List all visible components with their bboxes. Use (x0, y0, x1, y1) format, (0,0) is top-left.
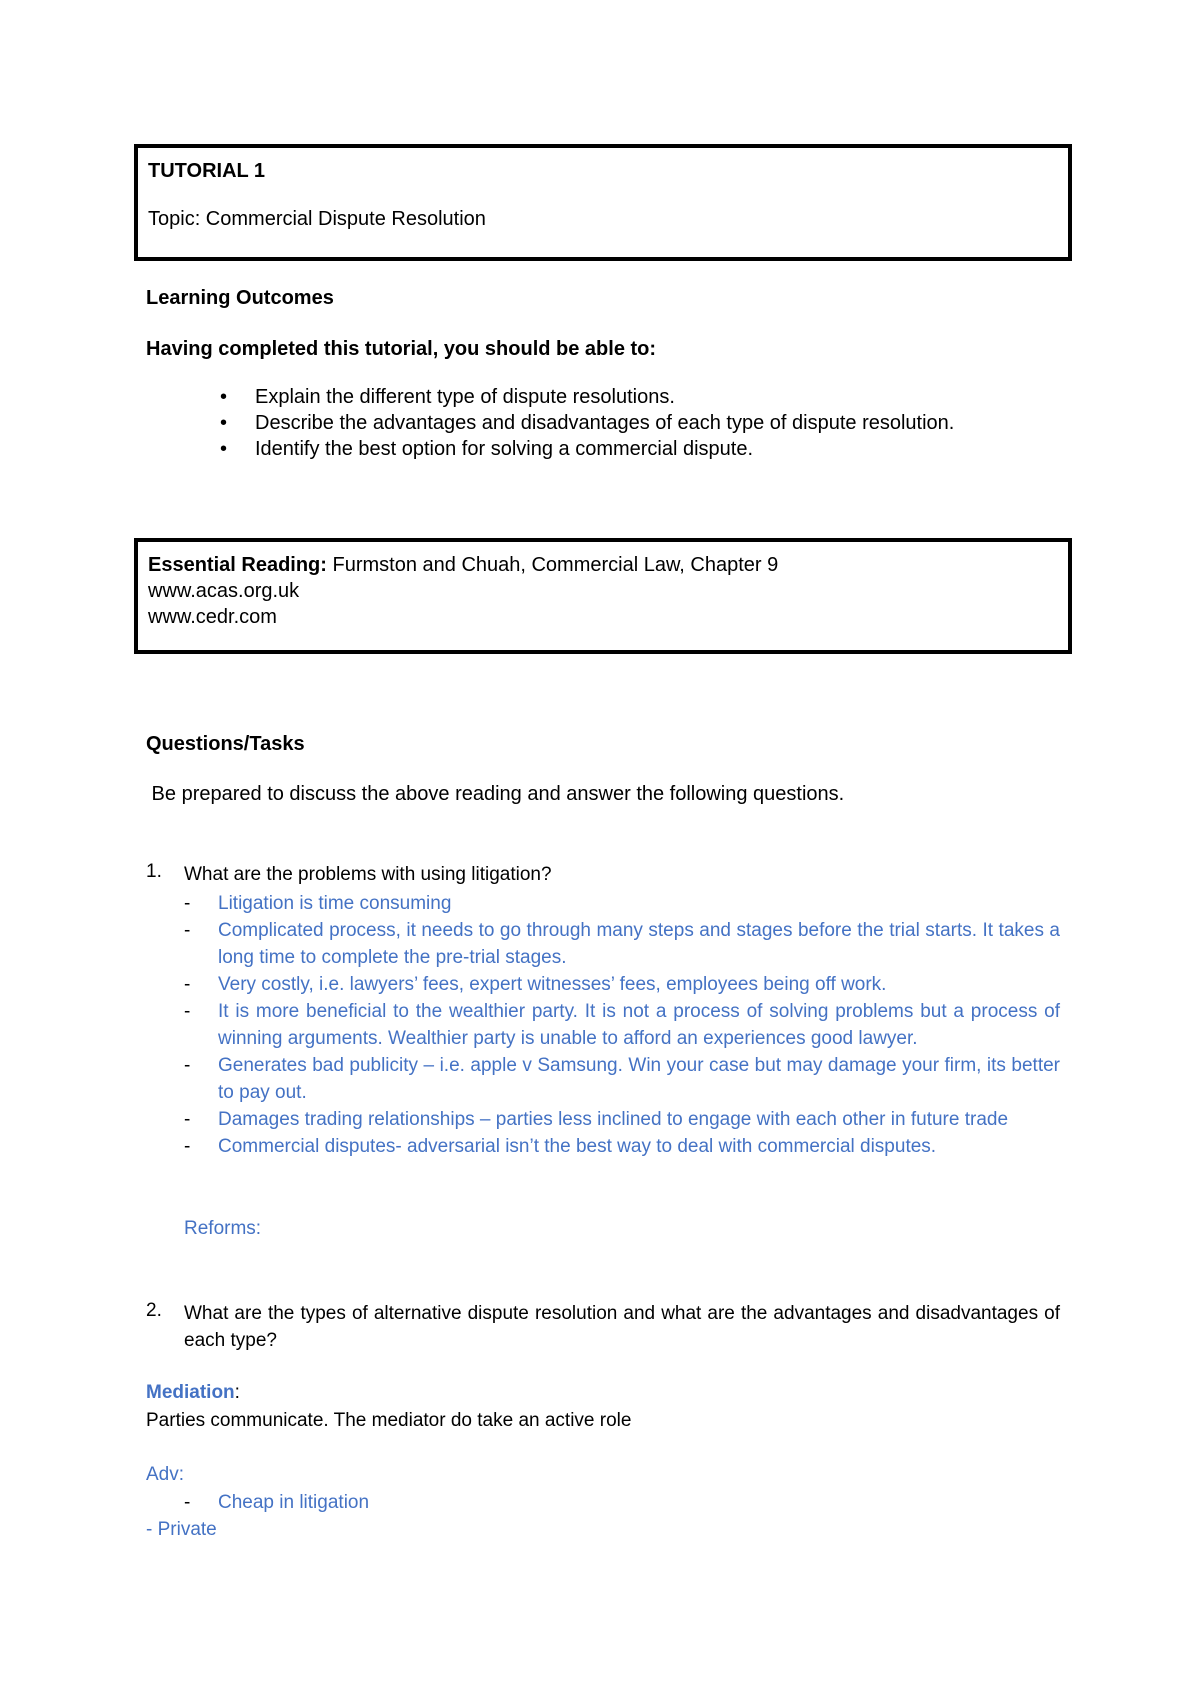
list-item: - Complicated process, it needs to go through many steps and stages before the trial starts. It takes a long time to complete the pre-trial stages. (184, 917, 1060, 971)
tutorial-topic: Topic: Commercial Dispute Resolution (148, 208, 486, 230)
mediation-heading-line (146, 1382, 240, 1404)
list-item: • Identify the best option for solving a commercial dispute. (220, 436, 1080, 462)
questions-intro: Be prepared to discuss the above reading and answer the following questions. (146, 783, 845, 805)
questions-heading: Questions/Tasks (146, 733, 305, 755)
learning-outcomes-heading: Learning Outcomes (146, 287, 334, 309)
mediation-adv-item: - Cheap in litigation (184, 1492, 370, 1513)
mediation-adv-text: Cheap in litigation (218, 1492, 370, 1513)
list-item: - Litigation is time consuming (184, 890, 1060, 917)
mediation-colon: : (234, 1382, 240, 1403)
list-item: - Commercial disputes- adversarial isn’t the best way to deal with commercial disputes. (184, 1133, 1060, 1160)
essential-reading-box (134, 538, 1072, 654)
mediation-private: - Private (146, 1519, 217, 1540)
essential-reading-label: Essential Reading: (148, 554, 327, 576)
list-item: - It is more beneficial to the wealthier party. It is not a process of solving problems but a process of winning arguments. Wealthier party is unable to afford an experiences good lawyer. (184, 998, 1060, 1052)
tutorial-header-box (134, 144, 1072, 261)
learning-outcomes-subheading: Having completed this tutorial, you should be able to: (146, 338, 657, 360)
list-item: - Generates bad publicity – i.e. apple v Samsung. Win your case but may damage your firm, its better to pay out. (184, 1052, 1060, 1106)
question-1-answers (184, 890, 1060, 1160)
reading-link-acas[interactable]: www.acas.org.uk (148, 580, 300, 602)
learning-outcomes-list (220, 384, 1080, 462)
question-number: 1. (146, 861, 162, 882)
question-text: What are the types of alternative dispute resolution and what are the advantages and disadvantages of each type? (184, 1303, 1060, 1351)
question-2 (146, 1300, 1060, 1356)
mediation-adv-label: Adv: (146, 1464, 185, 1485)
essential-reading-line (148, 552, 1058, 578)
list-item: • Explain the different type of dispute resolutions. (220, 384, 1080, 410)
mediation-heading: Mediation (146, 1382, 235, 1403)
reforms-label: Reforms: (184, 1218, 262, 1239)
list-item: - Very costly, i.e. lawyers’ fees, expert witnesses’ fees, employees being off work. (184, 971, 1060, 998)
tutorial-title: TUTORIAL 1 (148, 160, 266, 182)
question-text: What are the problems with using litigation? (184, 864, 552, 885)
list-item: - Damages trading relationships – parties less inclined to engage with each other in future trade (184, 1106, 1060, 1133)
essential-reading-text: Furmston and Chuah, Commercial Law, Chapter 9 (326, 554, 779, 576)
question-1 (146, 861, 1060, 889)
list-item: • Describe the advantages and disadvantages of each type of dispute resolution. (220, 410, 1080, 436)
reading-link-cedr[interactable]: www.cedr.com (148, 606, 277, 628)
question-number: 2. (146, 1300, 162, 1321)
mediation-description: Parties communicate. The mediator do take an active role (146, 1410, 632, 1431)
